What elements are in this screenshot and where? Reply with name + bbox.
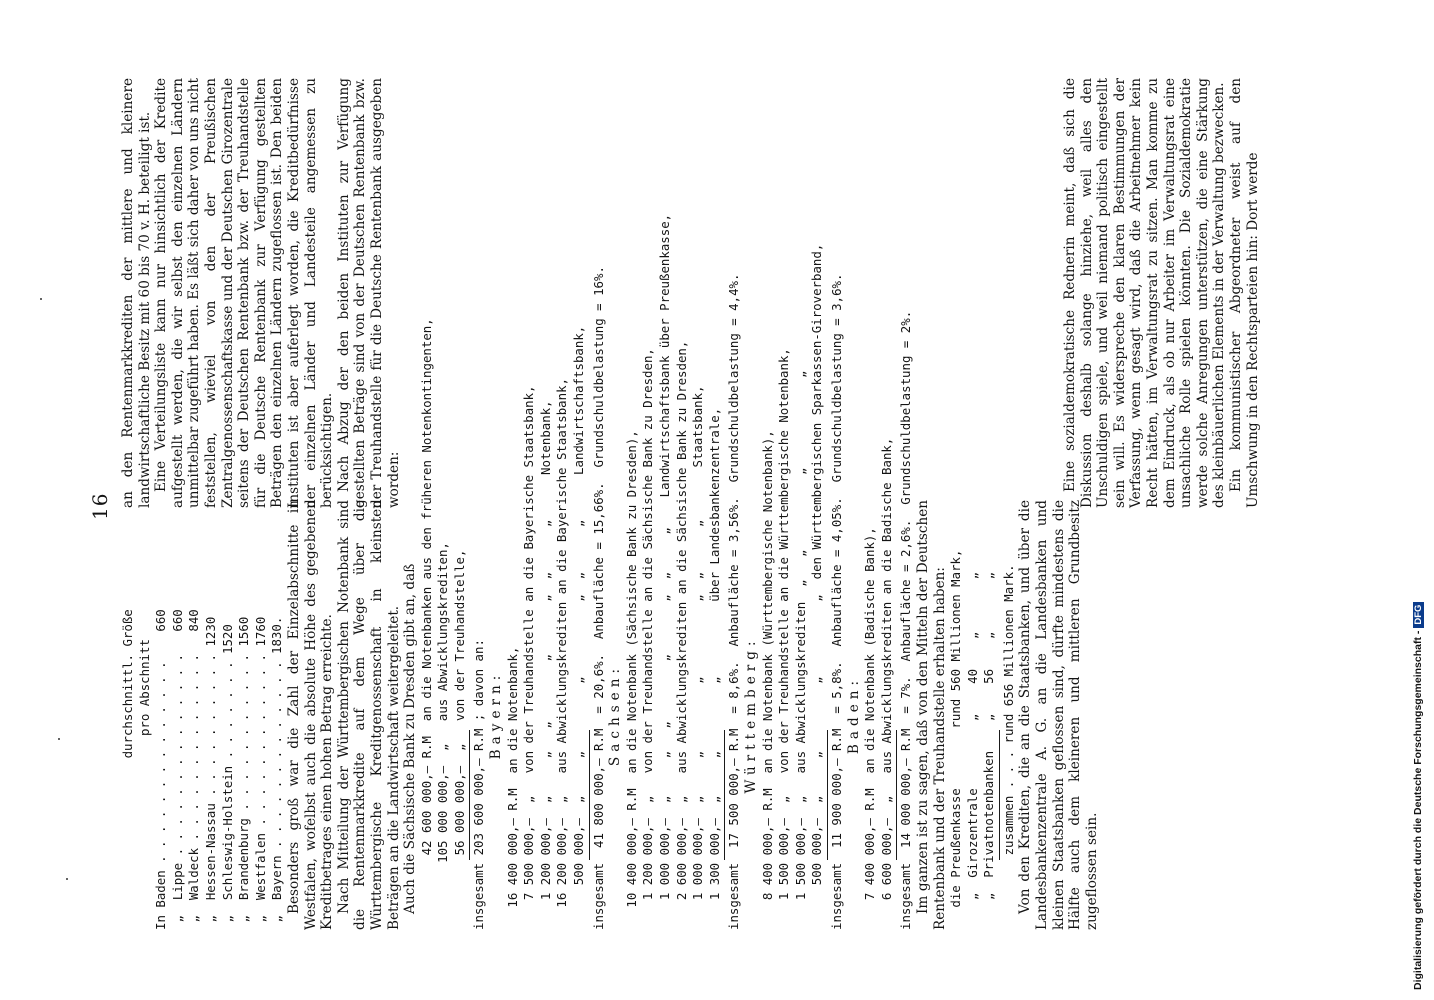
digitization-credit (1412, 602, 1424, 990)
table-row: „ Girozentrale „ 40 „ „ (964, 571, 980, 930)
table-row: 42 600 000,— R.M an die Notenbanken aus den früheren Notenkontingenten, (418, 318, 434, 930)
table-row: „ Waldeck . . . . . . . . . . . . . 840 (186, 609, 202, 930)
size-table (120, 500, 286, 930)
table-row: 1 500 000,— „ von der Treuhandstelle an die Württembergische Notenbank, (776, 348, 792, 930)
paragraph: an den Rentenmarkkrediten der mittlere und kleinere landwirtschaftliche Besitz mit 60 bis 70 v. H. beteiligt ist. (120, 78, 153, 508)
sum-rule (469, 730, 470, 860)
table-row: 7 400 000,— R.M an die Notenbank (Badische Bank), (862, 527, 878, 930)
table-row: 7 500 000,— „ von der Treuhandstelle an die Bayerische Staatsbank, (521, 385, 537, 930)
table-row: 1 500 000,— „ aus Abwicklungskrediten „ „ „ „ (792, 370, 808, 930)
dfg-logo: DFG (1413, 602, 1424, 628)
table-row: 500 000,— „ „ „ „ „ „ Landwirtschaftsbank, (571, 325, 587, 930)
paragraph: Im ganzen ist zu sagen, daß von den Mitteln der Deutschen Rentenbank und der Treuhandstelle erhalten haben: (914, 500, 948, 930)
table-row: die Preußenkasse rund 560 Millionen Mark, (948, 549, 964, 930)
sum-rule (827, 730, 828, 860)
sum-rule (896, 730, 897, 860)
table-row: 16 400 000,— R.M an die Notenbank, (504, 646, 520, 930)
paragraph: Nach Abzug der den beiden Instituten zur Verfügung gestellten Beträge sind von der Deutschen Rentenbank bzw. der Treuhandstelle für die Deutsche Rentenbank ausgegeben worden: (335, 78, 402, 508)
section-heading-bayern: Bayern: (488, 670, 505, 760)
table-row: In Baden . . . . . . . . . . . . . . 660 (153, 609, 169, 930)
bayern-rows (504, 325, 588, 930)
paragraph: Eine sozialdemokratische Rednerin meint, daß sich die Diskussion deshalb solange hinziehe, weil alles den Unschuldigen spiele, und weil niemand politisch eingestellt sein will. Es widerspreche den klaren Bestimmungen der Verfassung, wenn gesagt wird, daß die Arbeitnehmer kein Recht hätten, im Verwaltungsrat zu sitzen. Man komme zu dem Eindruck, als ob nur Arbeiter im Verwaltungsrat eine unsachliche Rolle spielen könnten. Die Sozialdemokratie werde solche Anregungen unterstützen, die eine Stärkung des kleinbäuerlichen Elements in der Verwaltung bezwecken. (1062, 78, 1228, 508)
table-row: „ Bayern . . . . . . . . . . . . . 1830. (269, 616, 285, 930)
sum-rule (589, 730, 590, 860)
sachsen-rows (623, 213, 724, 930)
paragraph: Nach Mitteilung der Württembergischen Notenbank sind die Rentenmarkkredite auf dem Wege über die Württembergische Kreditgenossenschaft in kleinsten Beträgen an die Landwirtschaft weitergeleitet. (335, 500, 402, 930)
table-row: durchschnittl. Größe (120, 609, 135, 930)
right-column (120, 78, 1261, 508)
table-row: „ Hessen-Nassau . . . . . . . . . . 1230 (202, 616, 218, 930)
paragraph: Besonders groß war die Zahl der Einzelabschnitte in Westfalen, wofelbst auch die absolute Höhe des gegebenen Kreditbetrages einen hohen Betrag erreichte. (285, 500, 336, 930)
baden-rows (862, 437, 895, 930)
table-row: „ Privatnotenbanken „ 56 „ „ (981, 571, 997, 930)
table-row: 6 600 000,— „ aus Abwicklungskrediten an die Badische Bank, (878, 437, 894, 930)
paragraph: Ein kommunistischer Abgeordneter weist auf den Umschwung in den Rechtsparteien hin: Dort werde (1228, 78, 1261, 508)
sum-rule (999, 730, 1000, 860)
paragraph: Eine Verteilungsliste kann nur hinsichtlich der Kredite aufgestellt werden, die wir selbst den einzelnen Ländern unmittelbar zugeführt haben. Es läßt sich daher von uns nicht feststellen, wieviel von den der Preußischen Zentralgenossenschaftskasse und der Deutschen Girozentrale seitens der Deutschen Rentenbank bzw. der Treuhandstelle für die Deutsche Rentenbank zur Verfügung gestellten Beträgen den einzelnen Ländern zugeflossen ist. Den beiden Instituten ist aber auferlegt worden, die Kreditbedürfnisse der einzelnen Länder und Landesteile angemessen zu berücksichtigen. (153, 78, 336, 508)
table-row: 1 000 000,— „ „ „ „ „ „ Staatsbank, (690, 385, 706, 930)
total-line: insgesamt 11 900 000,— R.M = 5,8%. Anbaufläche = 4,05%. Grundschuldbelastung = 3,6%. (828, 273, 844, 930)
table-row: 1 200 000,— „ „ „ „ „ „ „ Notenbank, (537, 400, 553, 930)
table-row: 8 400 000,— R.M an die Notenbank (Württembergische Notenbank), (759, 430, 775, 930)
table-row: „ Lippe . . . . . . . . . . . . . . 660 (169, 609, 185, 930)
summary-total: zusammen . . . rund 656 Millionen Mark. (1000, 564, 1016, 930)
table-row: „ Schleswig-Holstein . . . . . . . 1520 (219, 624, 235, 930)
total-line: insgesamt 203 600 000,— R.M ; davon an: (471, 639, 487, 930)
total-line: insgesamt 41 800 000,— R.M = 20,6%. Anbaufläche = 15,66%. Grundschuldbelastung = 16%. (590, 266, 606, 930)
table-row: pro Abschnitt (136, 639, 152, 930)
paragraph: Von den Krediten, die an die Staatsbanken, und über die Landesbankenzentrale A. G. an die Landesbanken und kleinen Staatsbanken geflossen sind, dürfte mindestens die Hälfte auch dem kleineren und mittleren Grundbesitz zugeflossen sein. (1017, 500, 1100, 930)
section-heading-sachsen: Sachsen: (607, 663, 624, 767)
table-row: 1 300 000,— „ „ „ über Landesbankenzentrale, (706, 407, 722, 930)
table-row: 2 600 000,— „ aus Abwicklungskrediten an die Sächsische Bank zu Dresden, (673, 340, 689, 930)
section-heading-wuerttemberg: Württemberg: (742, 636, 759, 794)
credit-text: Digitalisierung gefördert durch die Deutsche Forschungsgemeinschaft - (1412, 630, 1424, 990)
total-line: insgesamt 17 500 000,— R.M = 8,6%. Anbaufläche = 3,56%. Grundschuldbelastung = 4,4%. (726, 273, 742, 930)
table-row: 16 200 000,— „ aus Abwicklungskrediten an die Bayerische Staatsbank, (554, 377, 570, 930)
table-row: 105 000 000,— „ aus Abwicklungskrediten, (435, 542, 451, 930)
scan-speck (40, 298, 42, 300)
credit-block (418, 318, 469, 930)
sum-rule (724, 730, 725, 860)
table-row: 1 000 000,— „ „ „ „ „ „ „ Landwirtschaftsbank über Preußenkasse, (657, 213, 672, 930)
scan-speck (58, 738, 60, 740)
table-row: 56 000 000,— „ von der Treuhandstelle, (451, 549, 467, 930)
table-row: 500 000,— „ „ „ „ den Württembergischen Sparkassen-Giroverband, (809, 243, 825, 930)
scan-speck (66, 878, 68, 880)
column-gap (402, 78, 1062, 508)
wuerttemberg-rows (759, 243, 826, 930)
total-line: insgesamt 14 000 000,— R.M = 7%. Anbaufläche = 2,6%. Grundschuldbelastung = 2%. (898, 310, 914, 930)
table-row: „ Westfalen . . . . . . . . . . . . 1760 (252, 616, 268, 930)
table-row: 1 200 000,— „ von der Treuhandstelle an die Sächsische Bank zu Dresden, (640, 348, 656, 930)
page-number: 16 (88, 492, 112, 520)
paragraph: Auch die Sächsische Bank zu Dresden gibt an, daß (402, 563, 419, 914)
section-heading-baden: Baden: (845, 675, 862, 755)
summary-rows (948, 500, 998, 930)
table-row: „ Brandenburg . . . . . . . . . . . 1560 (236, 616, 252, 930)
table-row: 10 400 000,— R.M an die Notenbank (Sächsische Bank zu Dresden), (623, 430, 639, 930)
